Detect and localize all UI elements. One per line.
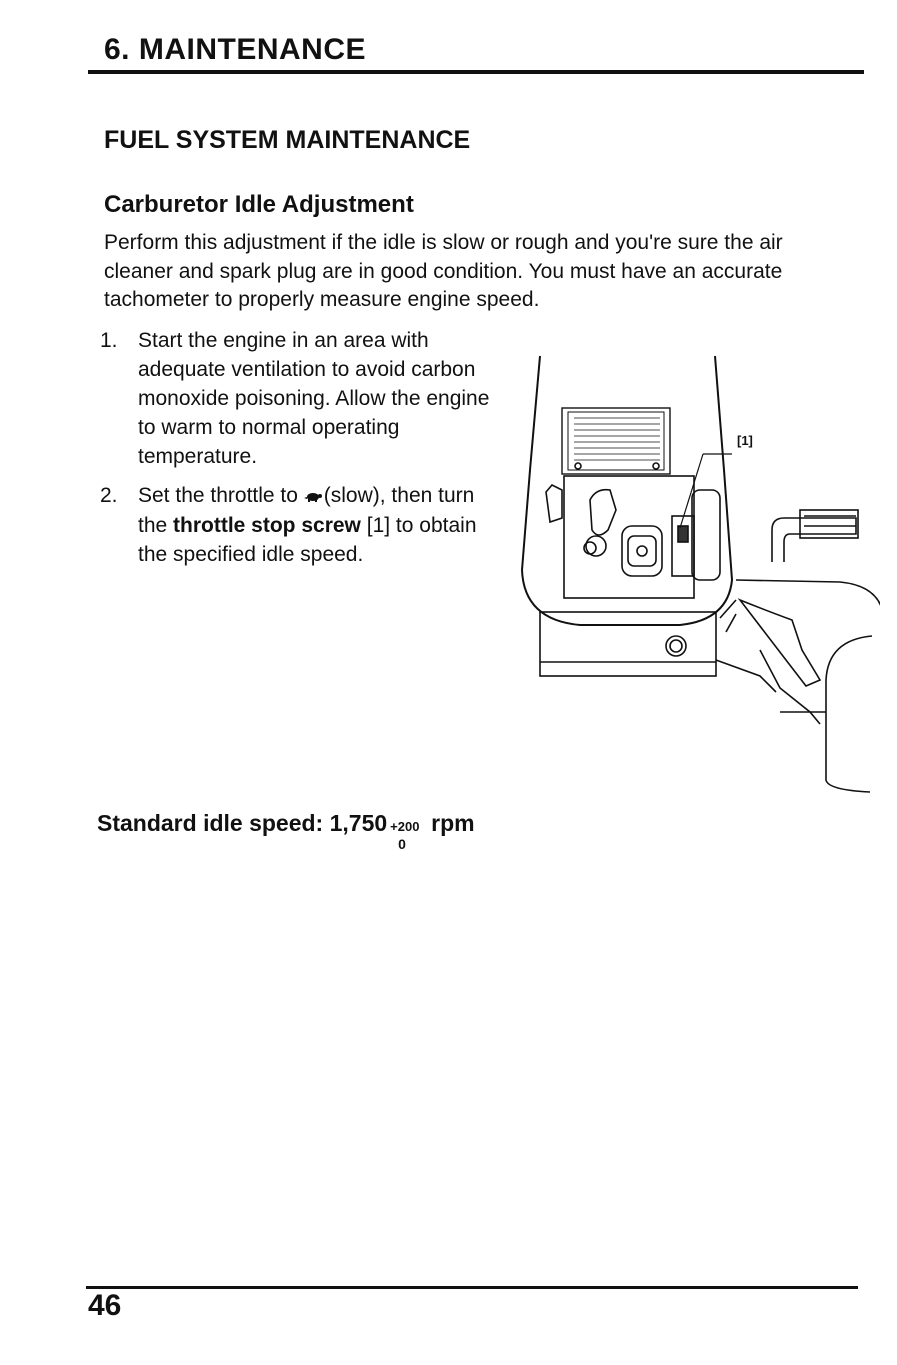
header-rule [88, 70, 864, 74]
step-text: Start the engine in an area with adequate ventilation to avoid carbon monoxide poisoning. Allow the engine to warm to normal operating temperature. [138, 329, 490, 468]
standard-idle-speed [97, 808, 475, 852]
callout-label: [1] [737, 433, 753, 448]
spec-tolerance [387, 808, 431, 852]
intro-paragraph: Perform this adjustment if the idle is slow or rough and you're sure the air cleaner and spark plug are in good condition. You must have an accurate tachometer to properly measure engine speed. [104, 231, 783, 311]
turtle-slow-icon [304, 482, 324, 511]
spec-label: Standard idle speed: [97, 810, 330, 836]
section-title: FUEL SYSTEM MAINTENANCE [104, 126, 471, 154]
chapter-title: 6. MAINTENANCE [104, 33, 367, 66]
tolerance-minus: 0 [398, 836, 406, 852]
step-text [138, 481, 498, 569]
step-text-part: to obtain the specified idle speed. [138, 513, 477, 566]
footer-rule [86, 1286, 858, 1289]
step-number: 2. [100, 484, 118, 507]
tolerance-plus: +200 [390, 819, 420, 834]
page-number: 46 [88, 1289, 122, 1322]
step-text-part: Set the throttle to [138, 484, 304, 507]
spec-value: 1,750 [329, 810, 388, 836]
callout-reference: [1] [360, 513, 391, 537]
step-number: 1. [100, 329, 118, 352]
spec-unit: rpm [431, 810, 475, 836]
subsection-title: Carburetor Idle Adjustment [104, 191, 414, 218]
engine-illustration [510, 350, 880, 805]
throttle-stop-screw-term: throttle stop screw [173, 513, 361, 537]
step-text-part: (slow), then turn the [138, 484, 475, 537]
